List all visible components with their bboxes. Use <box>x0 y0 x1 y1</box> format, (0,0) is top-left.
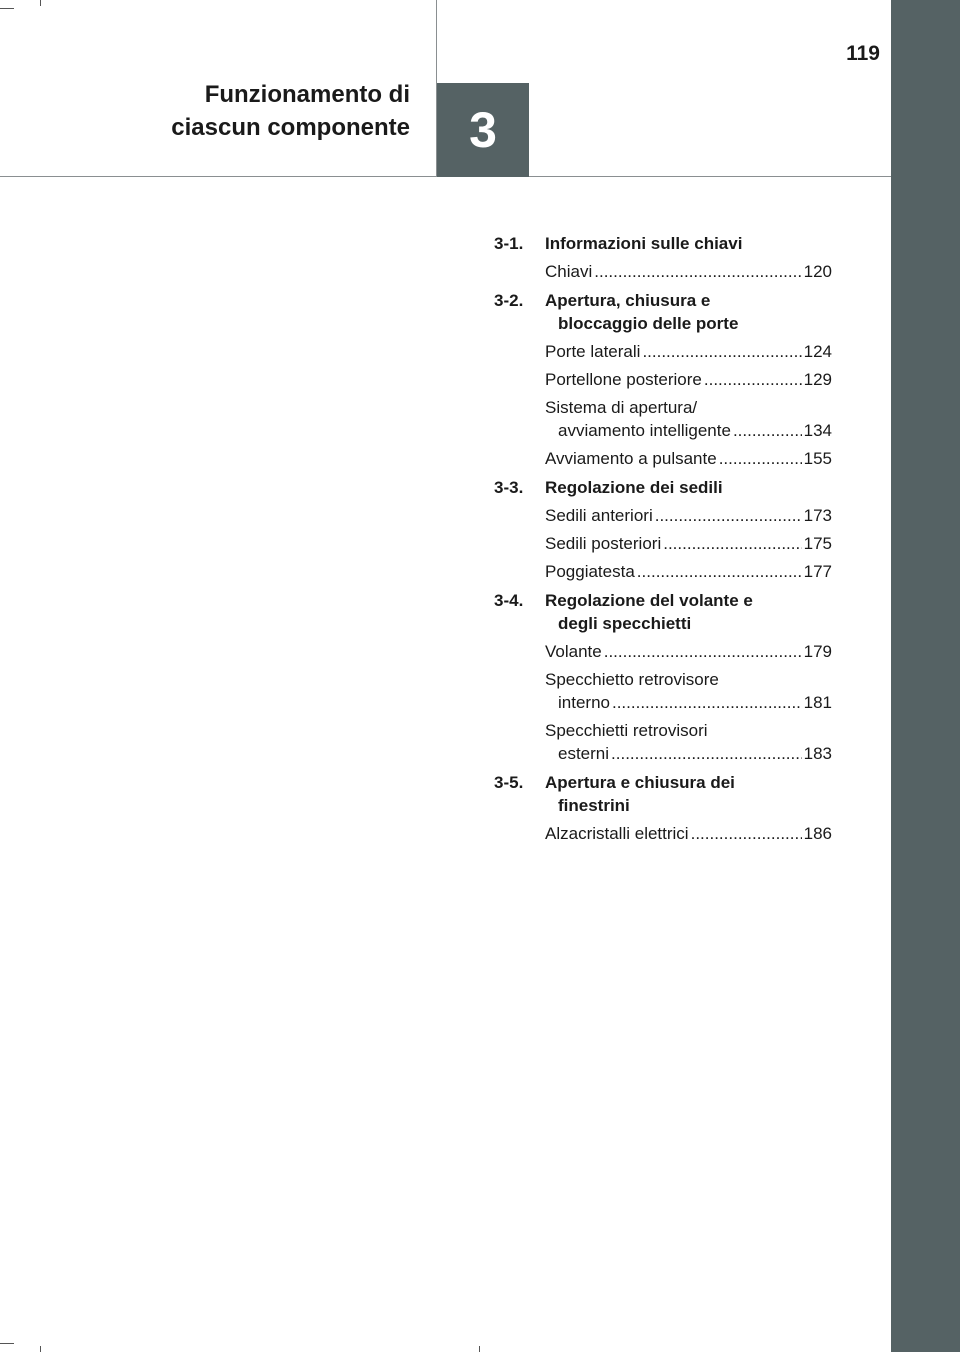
page-number: 119 <box>846 42 880 65</box>
entry-page-number: 177 <box>803 562 832 581</box>
toc-section-heading[interactable] <box>494 232 832 255</box>
chapter-number: 3 <box>469 102 497 158</box>
toc-entry[interactable] <box>545 532 832 555</box>
dot-leader <box>637 560 802 583</box>
dot-leader <box>663 532 801 555</box>
toc-entry[interactable] <box>545 447 832 470</box>
toc-entry[interactable] <box>545 396 832 442</box>
toc-entry[interactable] <box>545 260 832 283</box>
section-title-line: Apertura e chiusura dei <box>545 773 735 792</box>
dot-leader <box>655 504 802 527</box>
entry-text-line: Specchietto retrovisore <box>545 670 719 689</box>
dot-leader <box>691 822 802 845</box>
section-number: 3-2. <box>494 291 524 310</box>
entry-page-number: 186 <box>803 824 832 843</box>
dot-leader <box>612 691 802 714</box>
toc-entry[interactable] <box>545 668 832 714</box>
section-title-line: Apertura, chiusura e <box>545 291 711 310</box>
entry-page-number: 155 <box>803 449 832 468</box>
section-title-line: Informazioni sulle chiavi <box>545 234 743 253</box>
entry-page-number: 124 <box>803 342 832 361</box>
crop-mark <box>479 1346 480 1352</box>
entry-text-line: Alzacristalli elettrici <box>545 824 689 843</box>
section-title <box>545 589 832 635</box>
table-of-contents <box>494 232 832 845</box>
chapter-title <box>60 78 410 144</box>
chapter-title-line1: Funzionamento di <box>204 81 410 108</box>
section-number: 3-1. <box>494 234 524 253</box>
section-title <box>545 771 832 817</box>
section-title-line: Regolazione dei sedili <box>545 478 723 497</box>
section-number: 3-4. <box>494 591 524 610</box>
dot-leader <box>719 447 802 470</box>
entry-page-number: 129 <box>803 370 832 389</box>
dot-leader <box>611 742 802 765</box>
entry-text-line: avviamento intelligente <box>558 421 731 440</box>
entry-text-line: esterni <box>558 744 610 763</box>
entry-text-line: Poggiatesta <box>545 562 635 581</box>
entry-page-number: 183 <box>803 744 832 763</box>
section-number: 3-5. <box>494 773 524 792</box>
toc-entry[interactable] <box>545 719 832 765</box>
crop-mark <box>0 8 14 9</box>
section-title-line: finestrini <box>558 796 630 815</box>
section-title <box>545 476 832 499</box>
toc-section-heading[interactable] <box>494 771 832 817</box>
toc-entry[interactable] <box>545 640 832 663</box>
section-title <box>545 232 832 255</box>
entry-text-line: Avviamento a pulsante <box>545 449 717 468</box>
dot-leader <box>594 260 801 283</box>
dot-leader <box>642 340 801 363</box>
toc-entry[interactable] <box>545 560 832 583</box>
section-title <box>545 289 832 335</box>
crop-mark <box>40 0 41 6</box>
entry-text-line: Portellone posteriore <box>545 370 702 389</box>
toc-section-heading[interactable] <box>494 589 832 635</box>
toc-entry[interactable] <box>545 368 832 391</box>
crop-mark <box>40 1346 41 1352</box>
entry-text-line: Porte laterali <box>545 342 641 361</box>
dot-leader <box>604 640 802 663</box>
entry-text-line: Chiavi <box>545 262 593 281</box>
entry-text-line: Sedili posteriori <box>545 534 662 553</box>
toc-entry[interactable] <box>545 822 832 845</box>
toc-entry[interactable] <box>545 340 832 363</box>
section-title-line: bloccaggio delle porte <box>558 314 739 333</box>
entry-text-line: Volante <box>545 642 602 661</box>
section-title-line: degli specchietti <box>558 614 692 633</box>
entry-text-line: Sedili anteriori <box>545 506 653 525</box>
entry-page-number: 175 <box>803 534 832 553</box>
toc-entry[interactable] <box>545 504 832 527</box>
entry-page-number: 181 <box>803 693 832 712</box>
entry-text-line: Specchietti retrovisori <box>545 721 708 740</box>
chapter-number-badge <box>437 83 529 177</box>
dot-leader <box>733 419 802 442</box>
entry-page-number: 134 <box>803 421 832 440</box>
entry-page-number: 120 <box>803 262 832 281</box>
section-title-line: Regolazione del volante e <box>545 591 753 610</box>
dot-leader <box>704 368 802 391</box>
toc-section-heading[interactable] <box>494 476 832 499</box>
chapter-side-bar <box>891 0 960 1352</box>
section-number: 3-3. <box>494 478 524 497</box>
entry-page-number: 173 <box>803 506 832 525</box>
toc-section-heading[interactable] <box>494 289 832 335</box>
crop-mark <box>0 1343 14 1344</box>
entry-page-number: 179 <box>803 642 832 661</box>
entry-text-line: Sistema di apertura/ <box>545 398 698 417</box>
entry-text-line: interno <box>558 693 610 712</box>
chapter-title-line2: ciascun componente <box>171 114 410 141</box>
